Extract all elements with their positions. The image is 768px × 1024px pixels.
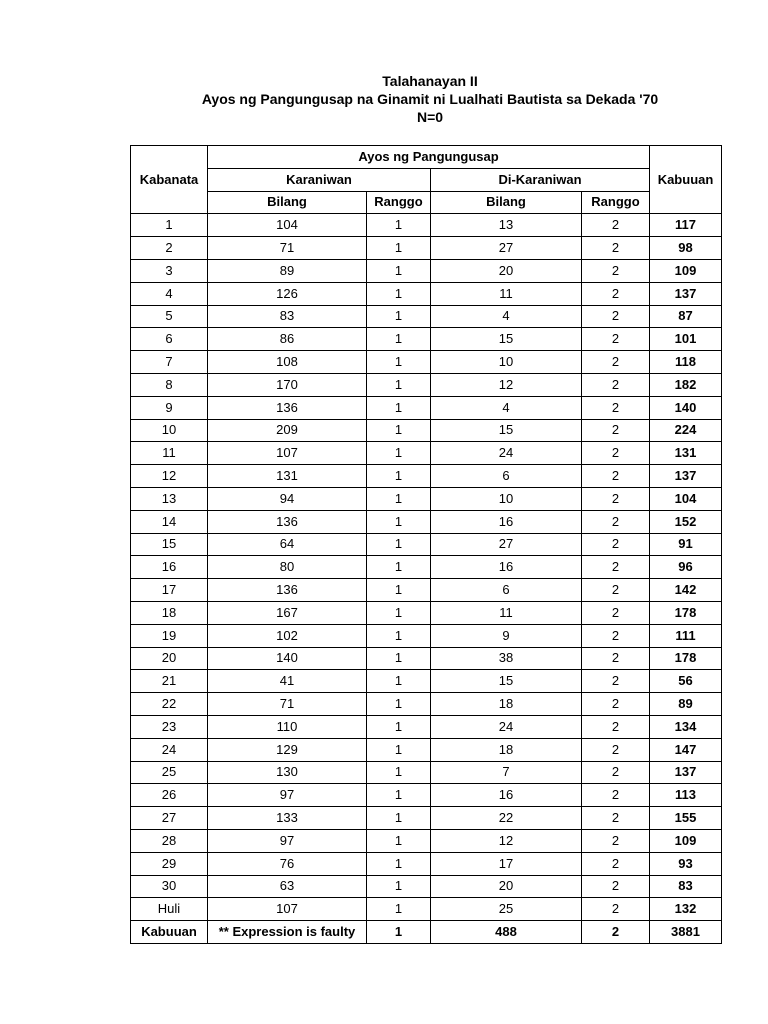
cell-karaniwan-ranggo: 1 (367, 898, 431, 921)
cell-karaniwan-bilang: 102 (208, 624, 367, 647)
table-row (131, 305, 722, 328)
cell-karaniwan-bilang: 63 (208, 875, 367, 898)
title-line-2: Ayos ng Pangungusap na Ginamit ni Lualhati Bautista sa Dekada '70 (201, 91, 659, 107)
cell-dikaraniwan-bilang: 16 (431, 784, 582, 807)
table-row (131, 761, 722, 784)
cell-dikaraniwan-bilang: 20 (431, 259, 582, 282)
table-row (131, 601, 722, 624)
table-row (131, 715, 722, 738)
cell-kabanata: 2 (131, 237, 208, 260)
cell-dikaraniwan-bilang: 7 (431, 761, 582, 784)
cell-dikaraniwan-bilang: 11 (431, 282, 582, 305)
cell-dikaraniwan-ranggo: 2 (582, 670, 650, 693)
cell-dikaraniwan-ranggo: 2 (582, 715, 650, 738)
table-row (131, 579, 722, 602)
cell-karaniwan-bilang: 110 (208, 715, 367, 738)
cell-karaniwan-ranggo: 1 (367, 328, 431, 351)
table-row (131, 487, 722, 510)
cell-dikaraniwan-ranggo: 2 (582, 693, 650, 716)
table-row (131, 647, 722, 670)
cell-karaniwan-bilang: 41 (208, 670, 367, 693)
cell-kabuuan: 118 (650, 351, 722, 374)
cell-kabuuan: 137 (650, 282, 722, 305)
total-cell-dikaraniwan-bilang: 488 (431, 921, 582, 944)
cell-dikaraniwan-bilang: 6 (431, 579, 582, 602)
cell-kabuuan: 147 (650, 738, 722, 761)
cell-karaniwan-bilang: 133 (208, 807, 367, 830)
cell-kabanata: 23 (131, 715, 208, 738)
total-cell-dikaraniwan-ranggo: 2 (582, 921, 650, 944)
cell-kabanata: 14 (131, 510, 208, 533)
cell-karaniwan-ranggo: 1 (367, 670, 431, 693)
cell-dikaraniwan-bilang: 38 (431, 647, 582, 670)
cell-kabanata: 25 (131, 761, 208, 784)
table-row (131, 214, 722, 237)
header-dikaraniwan: Di-Karaniwan (431, 168, 650, 191)
cell-kabuuan: 152 (650, 510, 722, 533)
cell-kabanata: 24 (131, 738, 208, 761)
cell-kabanata: 19 (131, 624, 208, 647)
cell-karaniwan-bilang: 76 (208, 852, 367, 875)
cell-karaniwan-ranggo: 1 (367, 373, 431, 396)
cell-kabuuan: 89 (650, 693, 722, 716)
cell-dikaraniwan-bilang: 27 (431, 533, 582, 556)
cell-karaniwan-ranggo: 1 (367, 351, 431, 374)
cell-kabanata: 26 (131, 784, 208, 807)
table-row (131, 670, 722, 693)
cell-karaniwan-bilang: 80 (208, 556, 367, 579)
cell-karaniwan-ranggo: 1 (367, 442, 431, 465)
total-cell-karaniwan-bilang: ** Expression is faulty (208, 921, 367, 944)
cell-dikaraniwan-bilang: 6 (431, 465, 582, 488)
cell-dikaraniwan-ranggo: 2 (582, 533, 650, 556)
cell-dikaraniwan-ranggo: 2 (582, 579, 650, 602)
cell-dikaraniwan-bilang: 24 (431, 715, 582, 738)
table-row (131, 898, 722, 921)
cell-dikaraniwan-bilang: 11 (431, 601, 582, 624)
cell-dikaraniwan-ranggo: 2 (582, 214, 650, 237)
cell-dikaraniwan-bilang: 16 (431, 510, 582, 533)
cell-karaniwan-bilang: 86 (208, 328, 367, 351)
cell-kabuuan: 113 (650, 784, 722, 807)
cell-kabanata: 8 (131, 373, 208, 396)
table-row (131, 259, 722, 282)
cell-dikaraniwan-bilang: 15 (431, 670, 582, 693)
cell-dikaraniwan-ranggo: 2 (582, 761, 650, 784)
cell-karaniwan-bilang: 209 (208, 419, 367, 442)
cell-dikaraniwan-ranggo: 2 (582, 647, 650, 670)
cell-karaniwan-ranggo: 1 (367, 852, 431, 875)
cell-karaniwan-ranggo: 1 (367, 282, 431, 305)
cell-dikaraniwan-ranggo: 2 (582, 852, 650, 875)
cell-karaniwan-ranggo: 1 (367, 556, 431, 579)
cell-karaniwan-bilang: 83 (208, 305, 367, 328)
cell-karaniwan-ranggo: 1 (367, 738, 431, 761)
cell-karaniwan-bilang: 71 (208, 237, 367, 260)
cell-kabanata: 18 (131, 601, 208, 624)
cell-kabanata: 9 (131, 396, 208, 419)
table-row (131, 852, 722, 875)
cell-kabuuan: 137 (650, 465, 722, 488)
cell-kabanata: Huli (131, 898, 208, 921)
cell-dikaraniwan-bilang: 10 (431, 487, 582, 510)
cell-karaniwan-ranggo: 1 (367, 601, 431, 624)
table-row (131, 396, 722, 419)
table-row (131, 419, 722, 442)
cell-dikaraniwan-bilang: 25 (431, 898, 582, 921)
cell-karaniwan-ranggo: 1 (367, 419, 431, 442)
cell-karaniwan-bilang: 167 (208, 601, 367, 624)
cell-kabuuan: 87 (650, 305, 722, 328)
cell-dikaraniwan-ranggo: 2 (582, 442, 650, 465)
cell-karaniwan-bilang: 71 (208, 693, 367, 716)
cell-karaniwan-bilang: 140 (208, 647, 367, 670)
cell-karaniwan-ranggo: 1 (367, 259, 431, 282)
table-row (131, 693, 722, 716)
cell-karaniwan-ranggo: 1 (367, 807, 431, 830)
header-kabanata: Kabanata (131, 146, 208, 214)
cell-kabuuan: 131 (650, 442, 722, 465)
cell-karaniwan-bilang: 97 (208, 829, 367, 852)
cell-kabanata: 11 (131, 442, 208, 465)
cell-karaniwan-ranggo: 1 (367, 305, 431, 328)
header-ranggo-2: Ranggo (582, 191, 650, 214)
cell-kabanata: 17 (131, 579, 208, 602)
cell-dikaraniwan-bilang: 18 (431, 693, 582, 716)
cell-karaniwan-bilang: 170 (208, 373, 367, 396)
cell-kabanata: 20 (131, 647, 208, 670)
cell-dikaraniwan-bilang: 12 (431, 829, 582, 852)
cell-dikaraniwan-ranggo: 2 (582, 396, 650, 419)
header-karaniwan: Karaniwan (208, 168, 431, 191)
cell-dikaraniwan-bilang: 12 (431, 373, 582, 396)
header-ranggo-1: Ranggo (367, 191, 431, 214)
cell-dikaraniwan-ranggo: 2 (582, 487, 650, 510)
cell-dikaraniwan-ranggo: 2 (582, 237, 650, 260)
cell-dikaraniwan-ranggo: 2 (582, 305, 650, 328)
cell-dikaraniwan-ranggo: 2 (582, 556, 650, 579)
cell-kabanata: 13 (131, 487, 208, 510)
cell-kabuuan: 132 (650, 898, 722, 921)
cell-karaniwan-bilang: 136 (208, 579, 367, 602)
cell-kabuuan: 109 (650, 829, 722, 852)
cell-kabuuan: 178 (650, 601, 722, 624)
cell-karaniwan-bilang: 107 (208, 898, 367, 921)
cell-karaniwan-ranggo: 1 (367, 715, 431, 738)
table-row (131, 829, 722, 852)
cell-kabuuan: 93 (650, 852, 722, 875)
cell-kabuuan: 104 (650, 487, 722, 510)
cell-kabuuan: 101 (650, 328, 722, 351)
cell-karaniwan-ranggo: 1 (367, 693, 431, 716)
cell-dikaraniwan-ranggo: 2 (582, 624, 650, 647)
cell-kabanata: 7 (131, 351, 208, 374)
cell-kabanata: 16 (131, 556, 208, 579)
cell-dikaraniwan-bilang: 17 (431, 852, 582, 875)
cell-karaniwan-ranggo: 1 (367, 761, 431, 784)
cell-dikaraniwan-ranggo: 2 (582, 351, 650, 374)
cell-dikaraniwan-ranggo: 2 (582, 419, 650, 442)
cell-dikaraniwan-ranggo: 2 (582, 875, 650, 898)
table-row (131, 807, 722, 830)
cell-kabanata: 30 (131, 875, 208, 898)
cell-dikaraniwan-bilang: 18 (431, 738, 582, 761)
cell-kabuuan: 137 (650, 761, 722, 784)
cell-kabuuan: 111 (650, 624, 722, 647)
table-row (131, 237, 722, 260)
cell-dikaraniwan-ranggo: 2 (582, 601, 650, 624)
cell-dikaraniwan-ranggo: 2 (582, 738, 650, 761)
cell-karaniwan-ranggo: 1 (367, 396, 431, 419)
header-kabuuan: Kabuuan (650, 146, 722, 214)
cell-kabuuan: 56 (650, 670, 722, 693)
cell-karaniwan-bilang: 136 (208, 396, 367, 419)
cell-kabuuan: 134 (650, 715, 722, 738)
cell-kabanata: 21 (131, 670, 208, 693)
cell-karaniwan-bilang: 97 (208, 784, 367, 807)
cell-karaniwan-bilang: 129 (208, 738, 367, 761)
cell-kabanata: 28 (131, 829, 208, 852)
table-row (131, 738, 722, 761)
cell-kabanata: 3 (131, 259, 208, 282)
cell-dikaraniwan-bilang: 20 (431, 875, 582, 898)
cell-kabanata: 22 (131, 693, 208, 716)
cell-dikaraniwan-ranggo: 2 (582, 510, 650, 533)
table-title (0, 72, 768, 126)
cell-dikaraniwan-bilang: 16 (431, 556, 582, 579)
cell-kabuuan: 142 (650, 579, 722, 602)
table-row (131, 465, 722, 488)
cell-karaniwan-ranggo: 1 (367, 579, 431, 602)
cell-kabanata: 4 (131, 282, 208, 305)
cell-karaniwan-ranggo: 1 (367, 487, 431, 510)
cell-karaniwan-ranggo: 1 (367, 784, 431, 807)
cell-karaniwan-ranggo: 1 (367, 533, 431, 556)
cell-karaniwan-bilang: 94 (208, 487, 367, 510)
cell-karaniwan-ranggo: 1 (367, 829, 431, 852)
table-body (131, 214, 722, 944)
total-cell-karaniwan-ranggo: 1 (367, 921, 431, 944)
cell-kabuuan: 155 (650, 807, 722, 830)
table-row (131, 373, 722, 396)
cell-karaniwan-ranggo: 1 (367, 875, 431, 898)
cell-karaniwan-bilang: 108 (208, 351, 367, 374)
cell-dikaraniwan-bilang: 15 (431, 328, 582, 351)
cell-dikaraniwan-bilang: 27 (431, 237, 582, 260)
header-bilang-1: Bilang (208, 191, 367, 214)
cell-kabanata: 12 (131, 465, 208, 488)
cell-dikaraniwan-ranggo: 2 (582, 829, 650, 852)
cell-karaniwan-bilang: 131 (208, 465, 367, 488)
cell-karaniwan-bilang: 64 (208, 533, 367, 556)
cell-kabanata: 29 (131, 852, 208, 875)
cell-karaniwan-bilang: 89 (208, 259, 367, 282)
cell-karaniwan-ranggo: 1 (367, 624, 431, 647)
cell-karaniwan-ranggo: 1 (367, 214, 431, 237)
cell-karaniwan-ranggo: 1 (367, 647, 431, 670)
cell-kabanata: 27 (131, 807, 208, 830)
total-cell-kabuuan: 3881 (650, 921, 722, 944)
table-row (131, 328, 722, 351)
table-row (131, 784, 722, 807)
data-table (130, 145, 722, 944)
cell-dikaraniwan-bilang: 13 (431, 214, 582, 237)
cell-dikaraniwan-bilang: 24 (431, 442, 582, 465)
cell-kabuuan: 91 (650, 533, 722, 556)
cell-kabuuan: 140 (650, 396, 722, 419)
cell-dikaraniwan-ranggo: 2 (582, 784, 650, 807)
cell-karaniwan-bilang: 130 (208, 761, 367, 784)
cell-kabuuan: 224 (650, 419, 722, 442)
cell-kabuuan: 109 (650, 259, 722, 282)
cell-karaniwan-bilang: 136 (208, 510, 367, 533)
cell-kabanata: 15 (131, 533, 208, 556)
table-row (131, 875, 722, 898)
cell-kabuuan: 96 (650, 556, 722, 579)
cell-kabanata: 6 (131, 328, 208, 351)
cell-kabuuan: 117 (650, 214, 722, 237)
cell-kabuuan: 178 (650, 647, 722, 670)
cell-karaniwan-bilang: 126 (208, 282, 367, 305)
cell-kabanata: 10 (131, 419, 208, 442)
cell-dikaraniwan-bilang: 4 (431, 396, 582, 419)
cell-dikaraniwan-bilang: 4 (431, 305, 582, 328)
cell-karaniwan-bilang: 107 (208, 442, 367, 465)
cell-dikaraniwan-ranggo: 2 (582, 259, 650, 282)
cell-kabanata: 5 (131, 305, 208, 328)
table-row (131, 556, 722, 579)
table-row (131, 282, 722, 305)
cell-karaniwan-ranggo: 1 (367, 465, 431, 488)
cell-kabanata: 1 (131, 214, 208, 237)
cell-dikaraniwan-ranggo: 2 (582, 373, 650, 396)
title-line-1: Talahanayan II (382, 73, 478, 89)
title-line-3: N=0 (416, 109, 444, 125)
cell-dikaraniwan-bilang: 15 (431, 419, 582, 442)
total-row (131, 921, 722, 944)
cell-dikaraniwan-ranggo: 2 (582, 465, 650, 488)
cell-dikaraniwan-ranggo: 2 (582, 328, 650, 351)
cell-dikaraniwan-ranggo: 2 (582, 807, 650, 830)
total-cell-kabanata: Kabuuan (131, 921, 208, 944)
header-ayos: Ayos ng Pangungusap (208, 146, 650, 169)
cell-karaniwan-ranggo: 1 (367, 237, 431, 260)
cell-kabuuan: 83 (650, 875, 722, 898)
cell-karaniwan-ranggo: 1 (367, 510, 431, 533)
table-row (131, 533, 722, 556)
table-row (131, 351, 722, 374)
cell-kabuuan: 98 (650, 237, 722, 260)
cell-dikaraniwan-ranggo: 2 (582, 898, 650, 921)
cell-dikaraniwan-ranggo: 2 (582, 282, 650, 305)
header-bilang-2: Bilang (431, 191, 582, 214)
cell-dikaraniwan-bilang: 9 (431, 624, 582, 647)
cell-dikaraniwan-bilang: 22 (431, 807, 582, 830)
table-row (131, 442, 722, 465)
cell-kabuuan: 182 (650, 373, 722, 396)
cell-dikaraniwan-bilang: 10 (431, 351, 582, 374)
cell-karaniwan-bilang: 104 (208, 214, 367, 237)
table-row (131, 510, 722, 533)
table-row (131, 624, 722, 647)
